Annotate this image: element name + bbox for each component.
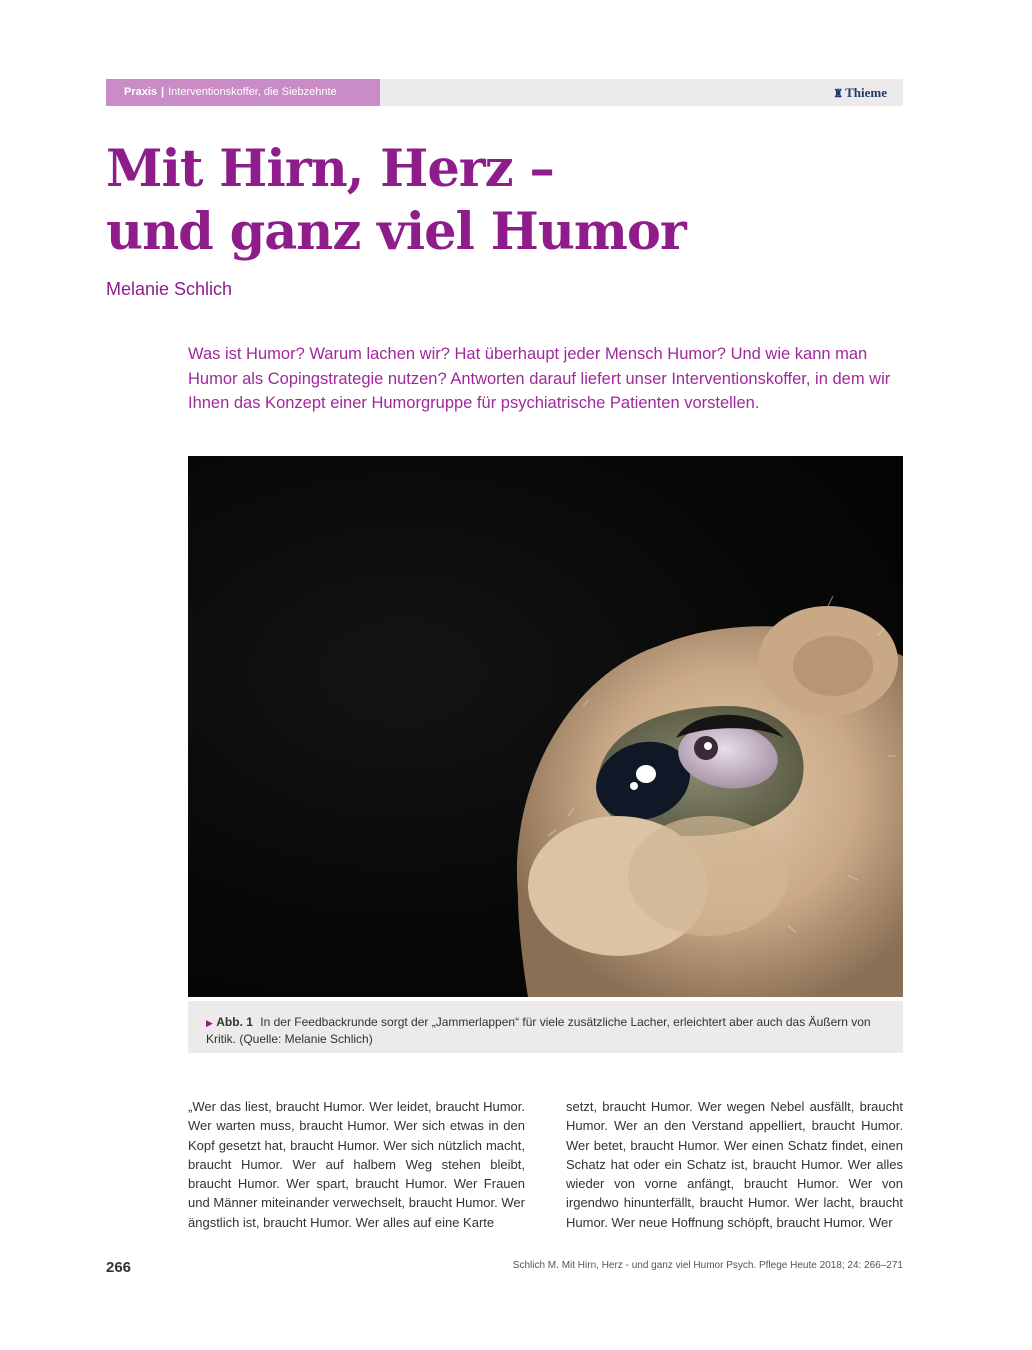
caption-arrow-icon: ▶ <box>206 1018 213 1028</box>
body-column-2: setzt, braucht Humor. Wer wegen Nebel ausfällt, braucht Humor. Wer an den Verstand appelliert, braucht Humor. Wer betet, braucht Humor. Wer einen Schatz findet, einen Schatz hat oder ein Schatz ist, braucht Humor. Wer alles wieder von vorne anfängt, braucht Humor. Wer von irgendwo hinunterfällt, braucht Humor. Wer lacht, braucht Humor. Wer neue Hoffnung schöpft, braucht Humor. Wer <box>566 1099 903 1230</box>
body-column-1: „Wer das liest, braucht Humor. Wer leidet, braucht Humor. Wer warten muss, braucht Humor. Wer sich etwas in den Kopf gesetzt hat, braucht Humor. Wer sich nützlich macht, braucht Humor. Wer auf halbem Weg stehen bleibt, braucht Humor. Wer spart, braucht Humor. Wer Frauen und Männer miteinander verwechselt, braucht Humor. Wer ängstlich ist, braucht Humor. Wer alles auf eine Karte <box>188 1099 525 1230</box>
series-label: Interventionskoffer, die Siebzehnte <box>168 86 337 98</box>
thieme-logo-icon: ♜ <box>833 88 844 100</box>
citation: Schlich M. Mit Hirn, Herz - und ganz viel Humor Psych. Pflege Heute 2018; 24: 266–271 <box>512 1260 903 1271</box>
figure-caption <box>188 1001 903 1053</box>
header-bar <box>106 79 903 106</box>
section-separator: | <box>161 86 165 98</box>
figure-label: Abb. 1 <box>216 1015 253 1029</box>
title-line-2: und ganz viel Humor <box>106 202 686 262</box>
section-tag <box>106 79 380 106</box>
title-line-1: Mit Hirn, Herz – <box>106 139 554 199</box>
author-name: Melanie Schlich <box>106 279 233 299</box>
page-number: 266 <box>106 1259 132 1276</box>
section-label: Praxis <box>124 86 158 98</box>
publisher-logo <box>833 79 887 108</box>
article-title <box>106 138 906 264</box>
figure-photo <box>188 456 903 997</box>
publisher-name: Thieme <box>845 85 887 100</box>
lead-paragraph: Was ist Humor? Warum lachen wir? Hat überhaupt jeder Mensch Humor? Und wie kann man Humor als Copingstrategie nutzen? Antworten darauf liefert unser Interventionskoffer, in dem wir Ihnen das Konzept einer Humorgruppe für psychiatrische Patienten vorstellen. <box>188 345 891 412</box>
plush-toy-image <box>188 456 903 997</box>
figure-caption-text: In der Feedbackrunde sorgt der „Jammerlappen“ für viele zusätzliche Lacher, erleichtert aber auch das Äußern von Kritik. (Quelle: Melanie Schlich) <box>206 1015 871 1046</box>
